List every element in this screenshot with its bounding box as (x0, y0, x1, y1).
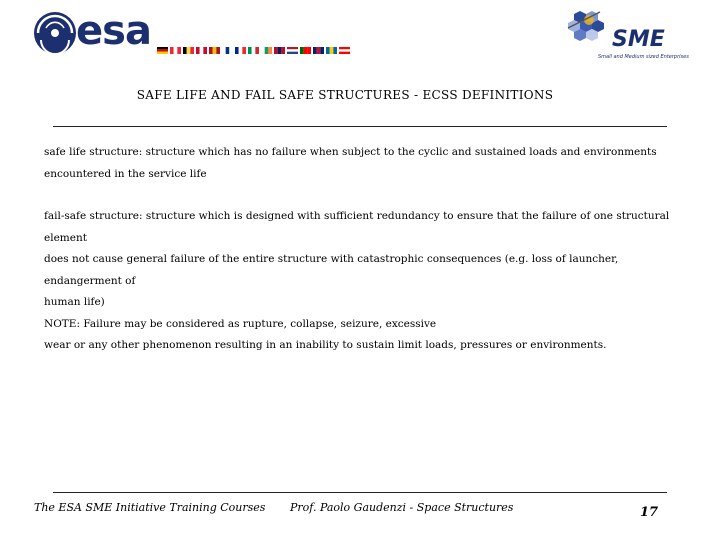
flag-icon (326, 47, 337, 54)
definitions-body (44, 142, 694, 357)
flag-icon (196, 47, 207, 54)
flag-icon (313, 47, 324, 54)
flag-icon (235, 47, 246, 54)
flag-icon (339, 47, 350, 54)
flag-icon (157, 47, 168, 54)
footer-course-title: The ESA SME Initiative Training Courses (34, 501, 266, 514)
flag-icon (300, 47, 311, 54)
flag-icon (261, 47, 272, 54)
note-line-1: NOTE: Failure may be considered as rupture, collapse, seizure, excessive (44, 317, 437, 330)
esa-globe-icon (32, 10, 78, 56)
fail-safe-line-2: does not cause general failure of the entire structure with catastrophic consequences (e.g. loss of launcher, endangerment of (44, 253, 619, 287)
header-divider (53, 126, 667, 127)
fail-safe-line-3: human life) (44, 296, 105, 308)
member-state-flags (157, 47, 350, 54)
footer-divider (53, 492, 667, 493)
esa-wordmark: esa (76, 8, 151, 54)
note-line-2: wear or any other phenomenon resulting in an inability to sustain limit loads, pressures or environments. (44, 339, 607, 351)
sme-subtitle: Small and Medium sized Enterprises (598, 54, 689, 60)
sme-logo (560, 6, 700, 68)
flag-icon (287, 47, 298, 54)
footer-author: Prof. Paolo Gaudenzi - Space Structures (290, 501, 514, 514)
flag-icon (183, 47, 194, 54)
sme-wordmark: SME (612, 27, 665, 52)
hexagon-cluster-icon (568, 11, 604, 41)
flag-icon (170, 47, 181, 54)
esa-logo (32, 10, 392, 62)
page-number: 17 (640, 505, 659, 520)
safe-life-line-1: safe life structure: structure which has no failure when subject to the cyclic and sustained loads and environments (44, 146, 657, 158)
flag-icon (248, 47, 259, 54)
flag-icon (222, 47, 233, 54)
safe-life-line-2: encountered in the service life (44, 167, 207, 180)
page-title: SAFE LIFE AND FAIL SAFE STRUCTURES - ECSS DEFINITIONS (136, 88, 554, 102)
flag-icon (274, 47, 285, 54)
flag-icon (209, 47, 220, 54)
fail-safe-line-1: fail-safe structure: structure which is designed with sufficient redundancy to ensure that the failure of one structural element (44, 210, 670, 244)
